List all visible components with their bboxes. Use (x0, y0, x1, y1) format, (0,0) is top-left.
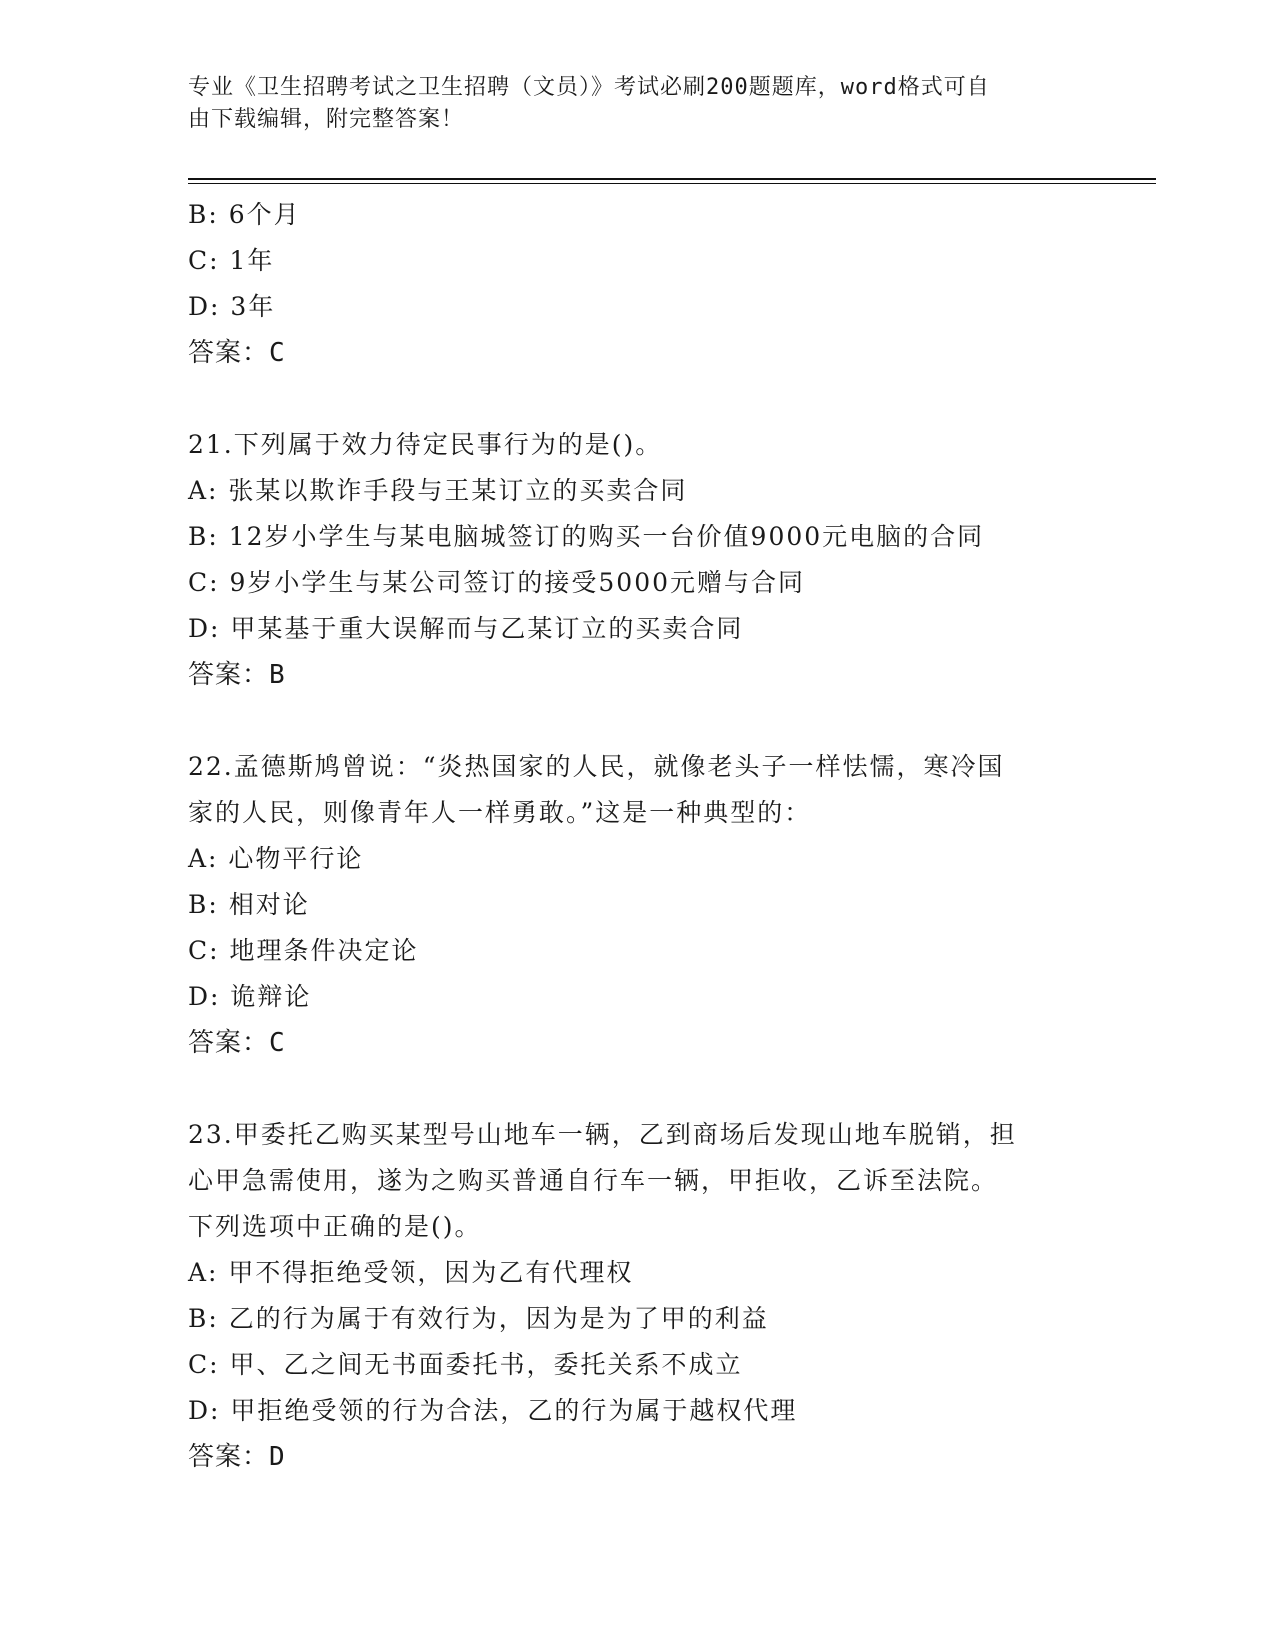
option-c: C: 1年 (188, 246, 275, 275)
question-21 (188, 422, 1088, 698)
question-stem-line-2: 家的人民，则像青年人一样勇敢。”这是一种典型的： (188, 798, 812, 827)
answer-line: 答案：C (188, 338, 286, 368)
question-stem-line-1: 23.甲委托乙购买某型号山地车一辆，乙到商场后发现山地车脱销，担 (188, 1120, 1017, 1149)
option-a: A: 张某以欺诈手段与王某订立的买卖合同 (188, 476, 688, 505)
option-c: C: 地理条件决定论 (188, 936, 419, 965)
option-b: B: 乙的行为属于有效行为，因为是为了甲的利益 (188, 1304, 769, 1333)
header-line-1: 专业《卫生招聘考试之卫生招聘（文员）》考试必刷200题题库，word格式可自 (188, 75, 990, 100)
option-b: B: 6个月 (188, 200, 301, 229)
option-d: D: 甲拒绝受领的行为合法，乙的行为属于越权代理 (188, 1396, 798, 1425)
answer-line: 答案：B (188, 660, 286, 690)
question-stem-line-3: 下列选项中正确的是()。 (188, 1212, 482, 1241)
spacer (188, 698, 1088, 744)
answer-line: 答案：C (188, 1028, 286, 1058)
question-stem: 21.下列属于效力待定民事行为的是()。 (188, 430, 663, 459)
question-stem-line-1: 22.孟德斯鸠曾说：“炎热国家的人民，就像老头子一样怯懦，寒冷国 (188, 752, 1005, 781)
option-d: D: 3年 (188, 292, 276, 321)
option-d: D: 诡辩论 (188, 982, 312, 1011)
question-list (188, 192, 1088, 1480)
option-b: B: 相对论 (188, 890, 310, 919)
header-line-2: 由下载编辑，附完整答案！ (188, 107, 465, 132)
question-23 (188, 1112, 1088, 1480)
question-stem-line-2: 心甲急需使用，遂为之购买普通自行车一辆，甲拒收，乙诉至法院。 (188, 1166, 999, 1195)
option-c: C: 9岁小学生与某公司签订的接受5000元赠与合同 (188, 568, 806, 597)
option-c: C: 甲、乙之间无书面委托书，委托关系不成立 (188, 1350, 743, 1379)
option-a: A: 心物平行论 (188, 844, 364, 873)
question-22 (188, 744, 1088, 1066)
header-rule-thin (188, 183, 1156, 184)
question-20-tail (188, 192, 1088, 376)
document-header (188, 72, 1088, 136)
option-a: A: 甲不得拒绝受领，因为乙有代理权 (188, 1258, 634, 1287)
option-b: B: 12岁小学生与某电脑城签订的购买一台价值9000元电脑的合同 (188, 522, 985, 551)
spacer (188, 1066, 1088, 1112)
spacer (188, 376, 1088, 422)
option-d: D: 甲某基于重大误解而与乙某订立的买卖合同 (188, 614, 744, 643)
header-rule-thick (188, 178, 1156, 180)
answer-line: 答案：D (188, 1442, 286, 1472)
